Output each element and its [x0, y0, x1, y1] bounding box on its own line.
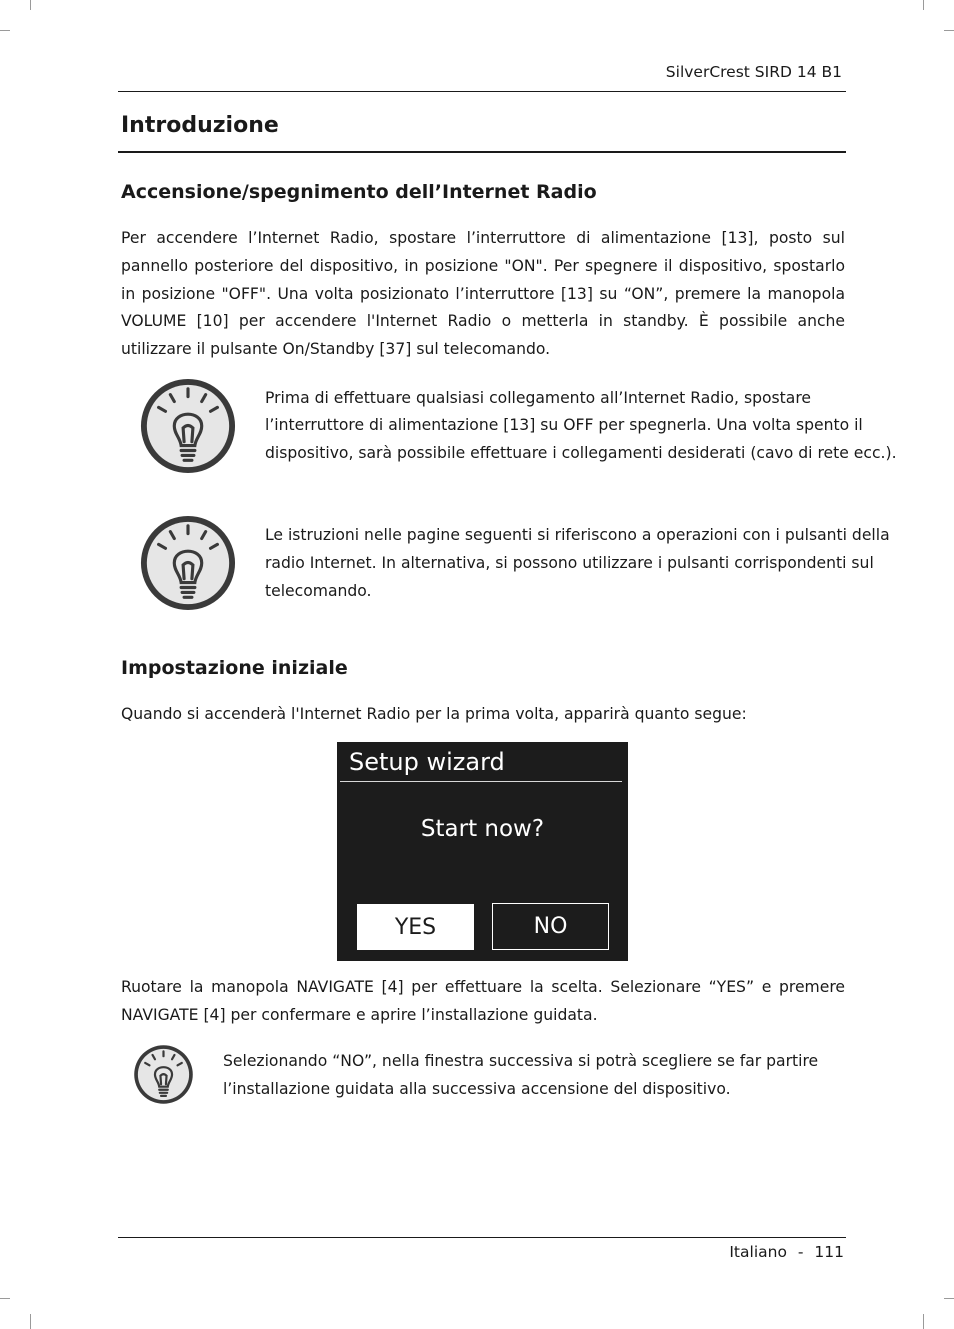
note-line: Le istruzioni nelle pagine seguenti si riferiscono a operazioni con i pulsanti della — [265, 526, 890, 544]
header-product: SilverCrest SIRD 14 B1 — [665, 63, 842, 81]
setup-wizard-screen — [337, 742, 628, 961]
no-button[interactable]: NO — [492, 903, 609, 950]
screen-divider — [340, 781, 622, 782]
setup-intro: Quando si accenderà l'Internet Radio per la prima volta, apparirà quanto segue: — [121, 705, 747, 723]
crop-mark — [30, 1314, 31, 1329]
lightbulb-icon — [133, 1044, 194, 1105]
crop-mark — [923, 0, 924, 10]
page-title: Introduzione — [121, 113, 279, 138]
yes-button[interactable]: YES — [357, 904, 474, 950]
crop-mark — [0, 30, 10, 31]
note-line: l’interruttore di alimentazione [13] su OFF per spegnerla. Una volta spento il — [265, 416, 863, 434]
crop-mark — [944, 1298, 954, 1299]
note-line: telecomando. — [265, 582, 372, 600]
footer-language: Italiano — [729, 1243, 787, 1261]
crop-mark — [30, 0, 31, 10]
footer — [729, 1243, 844, 1261]
note-line: l’installazione guidata alla successiva accensione del dispositivo. — [223, 1080, 731, 1098]
section-heading-power: Accensione/spegnimento dell’Internet Radio — [121, 181, 597, 203]
note-line: Selezionando “NO”, nella finestra successiva si potrà scegliere se far partire — [223, 1052, 819, 1070]
page-number: 111 — [814, 1243, 844, 1261]
crop-mark — [0, 1298, 10, 1299]
crop-mark — [944, 30, 954, 31]
header-rule — [118, 91, 846, 92]
navigate-paragraph: Ruotare la manopola NAVIGATE [4] per effettuare la scelta. Selezionare “YES” e premere NAVIGATE [4] per confermare e aprire l’installazione guidata. — [121, 978, 845, 1024]
note-line: dispositivo, sarà possibile effettuare i collegamenti desiderati (cavo di rete ecc.). — [265, 444, 897, 462]
note-line: Prima di effettuare qualsiasi collegamento all’Internet Radio, spostare — [265, 389, 811, 407]
crop-mark — [923, 1314, 924, 1329]
screen-title: Setup wizard — [349, 748, 505, 776]
power-paragraph: Per accendere l’Internet Radio, spostare l’interruttore di alimentazione [13], posto sul pannello posteriore del dispositivo, in posizione "ON". Per spegnere il dispositivo, spostarlo in posizione "OFF". Una volta posizionato l’interruttore [13] su “ON”, premere la manopola VOLUME [10] per accendere l'Internet Radio o metterla in standby. È possibile anche utilizzare il pulsante On/Standby [37] sul telecomando. — [121, 229, 845, 359]
lightbulb-icon — [139, 377, 237, 475]
lightbulb-icon — [139, 514, 237, 612]
footer-rule — [118, 1237, 846, 1238]
footer-separator: - — [797, 1243, 804, 1261]
screen-question: Start now? — [420, 816, 545, 842]
note-line: radio Internet. In alternativa, si possono utilizzare i pulsanti corrispondenti sul — [265, 554, 874, 572]
section-heading-setup: Impostazione iniziale — [121, 657, 348, 679]
title-rule — [118, 151, 846, 153]
